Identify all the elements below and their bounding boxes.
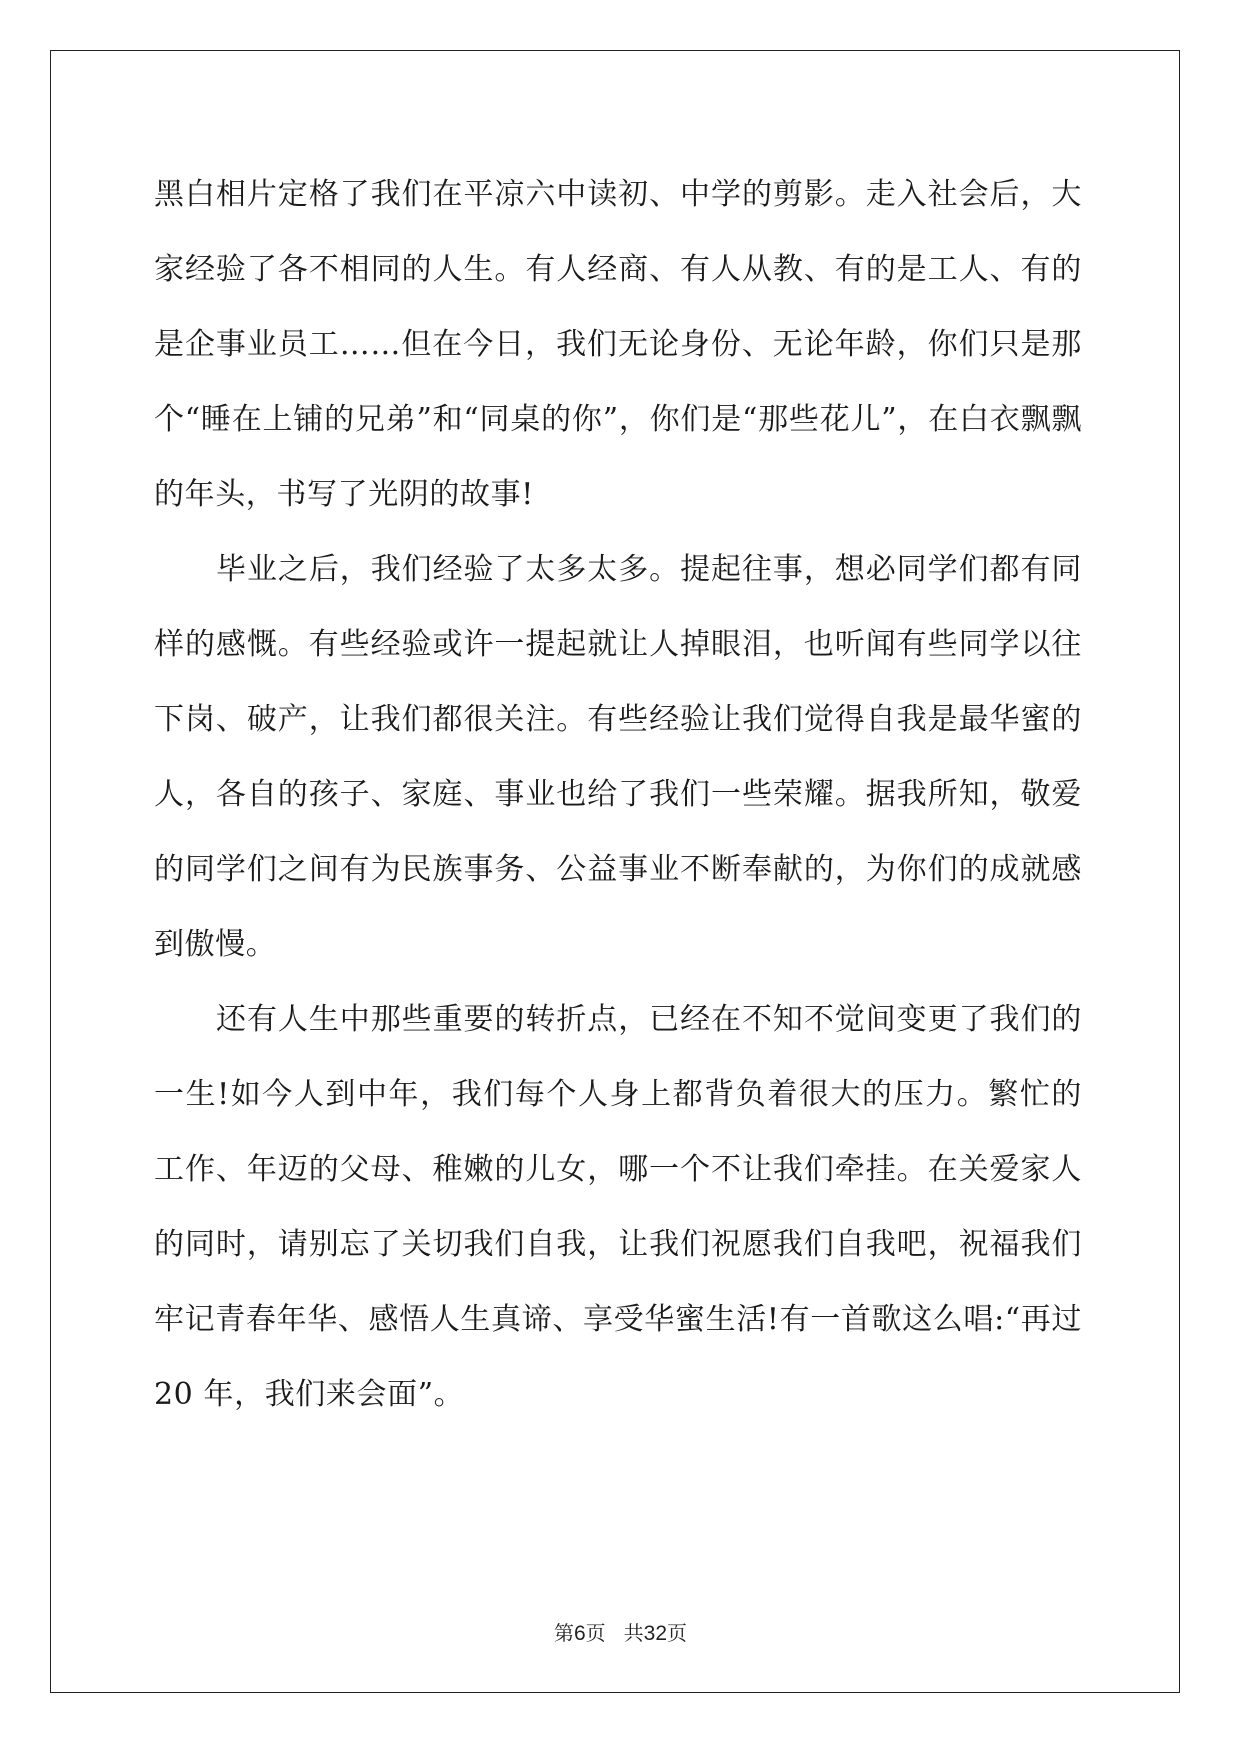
document-body bbox=[154, 157, 1082, 1432]
footer-total-suffix: 页 bbox=[667, 1621, 688, 1645]
page-footer bbox=[0, 1620, 1241, 1647]
footer-page-suffix: 页 bbox=[585, 1621, 606, 1645]
footer-total-pages: 32 bbox=[643, 1622, 668, 1645]
paragraph-1: 黑白相片定格了我们在平凉六中读初、中学的剪影。走入社会后，大家经验了各不相同的人生。有人经商、有人从教、有的是工人、有的是企事业员工……但在今日，我们无论身份、无论年龄，你们只是那个“睡在上铺的兄弟”和“同桌的你”，你们是“那些花儿”，在白衣飘飘的年头，书写了光阴的故事! bbox=[154, 177, 1082, 512]
footer-total-prefix: 共 bbox=[623, 1621, 644, 1645]
paragraph-2: 毕业之后，我们经验了太多太多。提起往事，想必同学们都有同样的感慨。有些经验或许一提起就让人掉眼泪，也听闻有些同学以往下岗、破产，让我们都很关注。有些经验让我们觉得自我是最华蜜的人，各自的孩子、家庭、事业也给了我们一些荣耀。据我所知，敬爱的同学们之间有为民族事务、公益事业不断奉献的，为你们的成就感到傲慢。 bbox=[154, 552, 1082, 962]
footer-page-number: 6 bbox=[573, 1622, 586, 1645]
paragraph-3: 还有人生中那些重要的转折点，已经在不知不觉间变更了我们的一生!如今人到中年，我们每个人身上都背负着很大的压力。繁忙的工作、年迈的父母、稚嫩的儿女，哪一个不让我们牵挂。在关爱家人的同时，请别忘了关切我们自我，让我们祝愿我们自我吧，祝福我们牢记青春年华、感悟人生真谛、享受华蜜生活!有一首歌这么唱:“再过 20 年，我们来会面”。 bbox=[154, 1002, 1082, 1412]
footer-prefix: 第 bbox=[553, 1621, 574, 1645]
